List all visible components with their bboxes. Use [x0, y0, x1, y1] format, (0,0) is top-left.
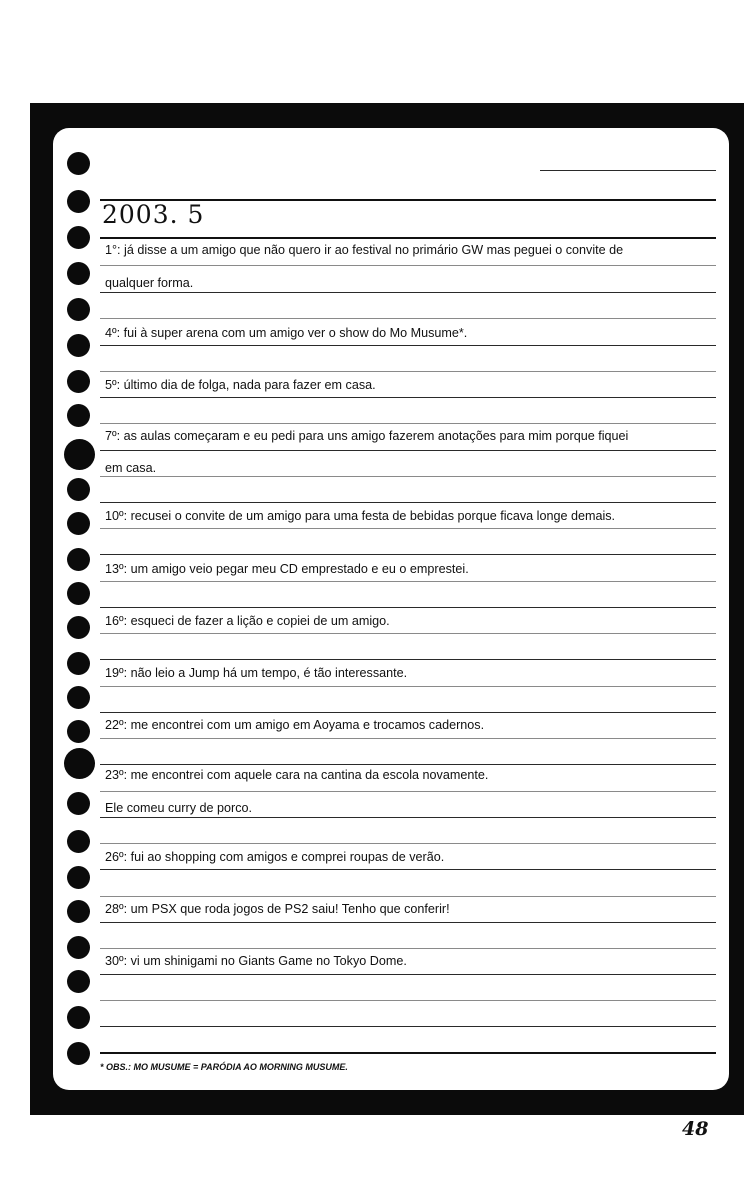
binder-hole [67, 970, 90, 993]
binder-hole [67, 936, 90, 959]
notebook-page [53, 128, 729, 1090]
ruled-line [100, 237, 716, 239]
ruled-line [100, 1000, 716, 1001]
ruled-line [100, 581, 716, 582]
page-number: 48 [682, 1118, 709, 1140]
ruled-line [100, 528, 716, 529]
binder-hole [67, 370, 90, 393]
ruled-line [100, 817, 716, 818]
diary-entry-day-4: 4º: fui à super arena com um amigo ver o show do Mo Musume*. [105, 326, 468, 340]
diary-entry-day-1: 1°: já disse a um amigo que não quero ir ao festival no primário GW mas peguei o convite de [105, 243, 624, 257]
ruled-line [100, 1052, 716, 1054]
binder-hole [67, 652, 90, 675]
binder-hole [67, 548, 90, 571]
ruled-line [100, 318, 716, 319]
binder-hole [67, 582, 90, 605]
binder-hole [67, 830, 90, 853]
diary-entry-day-10: 10º: recusei o convite de um amigo para uma festa de bebidas porque ficava longe demais. [105, 509, 616, 523]
ruled-line [100, 764, 716, 765]
binder-hole [67, 900, 90, 923]
ruled-line [100, 502, 716, 503]
diary-entry-day-1-continued: qualquer forma. [105, 276, 194, 290]
diary-entry-day-5: 5º: último dia de folga, nada para fazer em casa. [105, 378, 376, 392]
diary-entry-day-28: 28º: um PSX que roda jogos de PS2 saiu! Tenho que conferir! [105, 902, 450, 916]
binder-hole [67, 512, 90, 535]
ruled-line [100, 922, 716, 923]
binder-hole [67, 1006, 90, 1029]
ruled-line [100, 686, 716, 687]
diary-entry-day-22: 22º: me encontrei com um amigo em Aoyama e trocamos cadernos. [105, 718, 485, 732]
binder-hole [64, 439, 95, 470]
binder-hole [67, 226, 90, 249]
diary-entry-day-30: 30º: vi um shinigami no Giants Game no Tokyo Dome. [105, 954, 407, 968]
ruled-line [100, 791, 716, 792]
binder-hole [67, 190, 90, 213]
ruled-line [100, 659, 716, 660]
ruled-line [100, 1026, 716, 1027]
ruled-line [100, 371, 716, 372]
ruled-line [100, 397, 716, 398]
binder-hole [67, 686, 90, 709]
ruled-line [100, 843, 716, 844]
ruled-line [100, 476, 716, 477]
diary-entry-day-23-continued: Ele comeu curry de porco. [105, 801, 252, 815]
ruled-line [100, 869, 716, 870]
ruled-line [100, 292, 716, 293]
binder-hole [67, 298, 90, 321]
binder-hole [67, 152, 90, 175]
diary-entry-day-19: 19º: não leio a Jump há um tempo, é tão interessante. [105, 666, 408, 680]
diary-entry-day-26: 26º: fui ao shopping com amigos e comprei roupas de verão. [105, 850, 445, 864]
diary-entry-day-23: 23º: me encontrei com aquele cara na cantina da escola novamente. [105, 768, 489, 782]
binder-hole [67, 720, 90, 743]
ruled-line [100, 554, 716, 555]
ruled-line [100, 974, 716, 975]
binder-hole [67, 866, 90, 889]
binder-hole [64, 748, 95, 779]
binder-hole [67, 1042, 90, 1065]
binder-hole [67, 478, 90, 501]
binder-hole [67, 792, 90, 815]
diary-entry-day-16: 16º: esqueci de fazer a lição e copiei de um amigo. [105, 614, 390, 628]
binder-hole [67, 262, 90, 285]
ruled-line [100, 265, 716, 266]
ruled-line [100, 712, 716, 713]
ruled-line [100, 948, 716, 949]
binder-hole [67, 334, 90, 357]
ruled-line [100, 450, 716, 451]
footnote: * OBS.: MO MUSUME = PARÓDIA AO MORNING MUSUME. [100, 1062, 348, 1072]
diary-entry-day-7: 7º: as aulas começaram e eu pedi para uns amigo fazerem anotações para mim porque fiquei [105, 429, 629, 443]
binder-hole [67, 404, 90, 427]
diary-entry-day-7-continued: em casa. [105, 461, 157, 475]
ruled-line [100, 607, 716, 608]
diary-entry-day-13: 13º: um amigo veio pegar meu CD emprestado e eu o emprestei. [105, 562, 469, 576]
binder-hole [67, 616, 90, 639]
diary-date-title: 2003. 5 [102, 200, 205, 229]
ruled-line [100, 896, 716, 897]
ruled-line [100, 423, 716, 424]
ruled-line [100, 738, 716, 739]
ruled-line [540, 170, 716, 171]
ruled-line [100, 345, 716, 346]
ruled-line [100, 633, 716, 634]
